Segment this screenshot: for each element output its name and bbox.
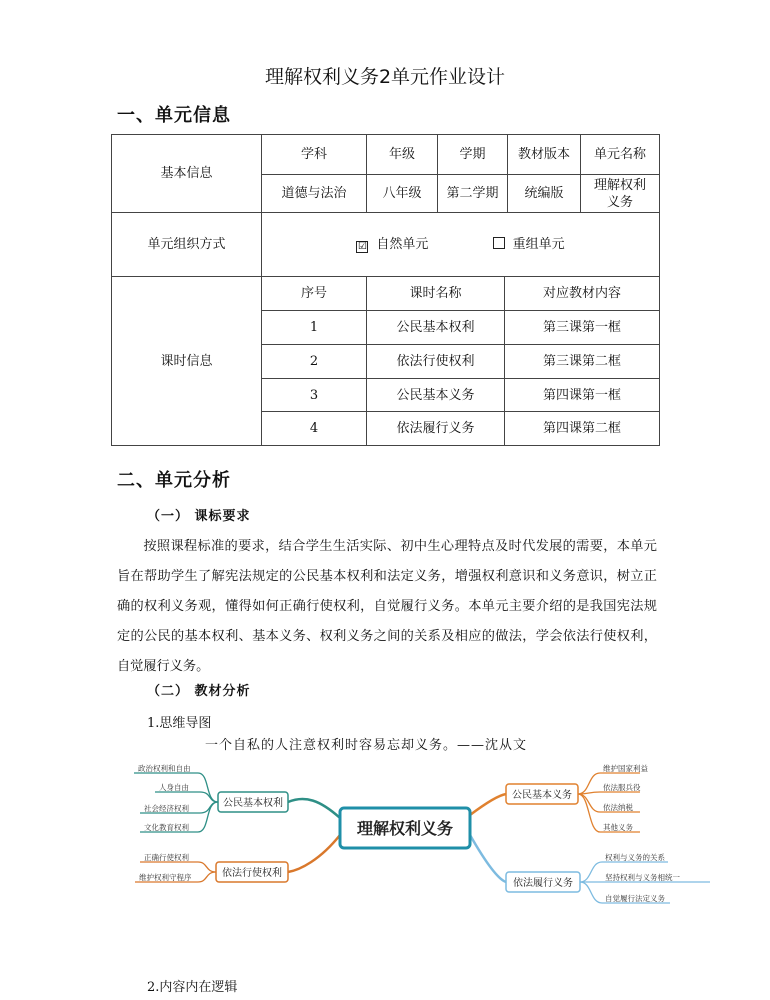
leaf-label: 维护国家利益 [603,764,648,773]
branch-label-exercise: 依法行使权利 [222,868,282,879]
header-subject: 学科 [262,135,367,175]
section-heading-unit-analysis: 二、单元分析 [117,470,231,491]
item-mind-map: 1.思维导图 [147,716,212,731]
center-label: 理解权利义务 [356,819,454,838]
branch-label-rights: 公民基本权利 [223,798,283,809]
lesson-name: 依法行使权利 [367,345,505,379]
lesson-index: 2 [262,345,367,379]
leaf-label: 正确行使权利 [144,853,189,862]
leaf-label: 社会经济权利 [144,804,189,813]
lesson-index: 1 [262,311,367,345]
header-semester: 学期 [438,135,508,175]
organization-label: 单元组织方式 [112,213,262,277]
checked-box-icon[interactable]: ☑ [357,241,367,252]
value-textbook: 统编版 [508,175,581,213]
lessons-header-name: 课时名称 [367,277,505,311]
value-subject: 道德与法治 [262,175,367,213]
lesson-name: 公民基本义务 [367,379,505,412]
header-textbook: 教材版本 [508,135,581,175]
lesson-name: 公民基本权利 [367,311,505,345]
lesson-index: 3 [262,379,367,412]
leaf-label: 维护权利守程序 [139,873,192,882]
value-semester: 第二学期 [438,175,508,213]
lesson-content: 第三课第二框 [505,345,660,379]
paragraph-text: 按照课程标准的要求，结合学生生活实际、初中生心理特点及时代发展的需要，本单元旨在帮助学生了解宪法规定的公民基本权利和法定义务，增强权利意识和义务意识，树立正确的权利义务观，懂得如何正确行使权利，自觉履行义务。本单元主要介绍的是我国宪法规定的公民的基本权利、基本义务、权利义务之间的关系及相应的做法，学会依法行使权利， 自觉履行义务。 [117,539,657,674]
leaf-label: 文化教育权利 [144,823,189,832]
lesson-content: 第四课第一框 [505,379,660,412]
leaf-label: 坚持权利与义务相统一 [605,873,680,882]
regroup-unit-label: 重组单元 [512,237,565,252]
lesson-index: 4 [262,412,367,446]
document-title: 理解权利义务2单元作业设计 [264,66,506,88]
branch-label-fulfill: 依法履行义务 [513,878,573,889]
quote: 一个自私的人注意权利时容易忘却义务。——沈从文 [205,738,528,753]
leaf-label: 人身自由 [159,783,189,792]
leaf-label: 自觉履行法定义务 [605,894,665,903]
leaf-label: 其他义务 [603,823,633,832]
item-inner-logic: 2.内容内在逻辑 [147,980,238,995]
lessons-header-index: 序号 [262,277,367,311]
natural-unit-label: 自然单元 [376,237,429,252]
section-heading-unit-info: 一、单元信息 [117,105,231,126]
leaf-label: 政治权利和自由 [138,764,191,773]
branch-label-duty: 公民基本义务 [512,790,572,801]
lesson-content: 第四课第二框 [505,412,660,446]
leaf-label: 依法服兵役 [603,783,641,792]
header-grade: 年级 [367,135,438,175]
header-unit-name: 单元名称 [581,135,660,175]
lessons-label: 课时信息 [112,277,262,446]
lesson-name: 依法履行义务 [367,412,505,446]
lesson-content: 第三课第一框 [505,311,660,345]
basic-info-label: 基本信息 [112,135,262,213]
value-unit-name: 理解权利义务 [581,175,660,213]
lessons-header-content: 对应教材内容 [505,277,660,311]
value-grade: 八年级 [367,175,438,213]
leaf-label: 权利与义务的关系 [605,853,665,862]
leaf-label: 依法纳税 [603,803,633,812]
subheading-textbook: （二） 教材分析 [147,684,251,699]
subheading-curriculum: （一） 课标要求 [147,509,251,524]
